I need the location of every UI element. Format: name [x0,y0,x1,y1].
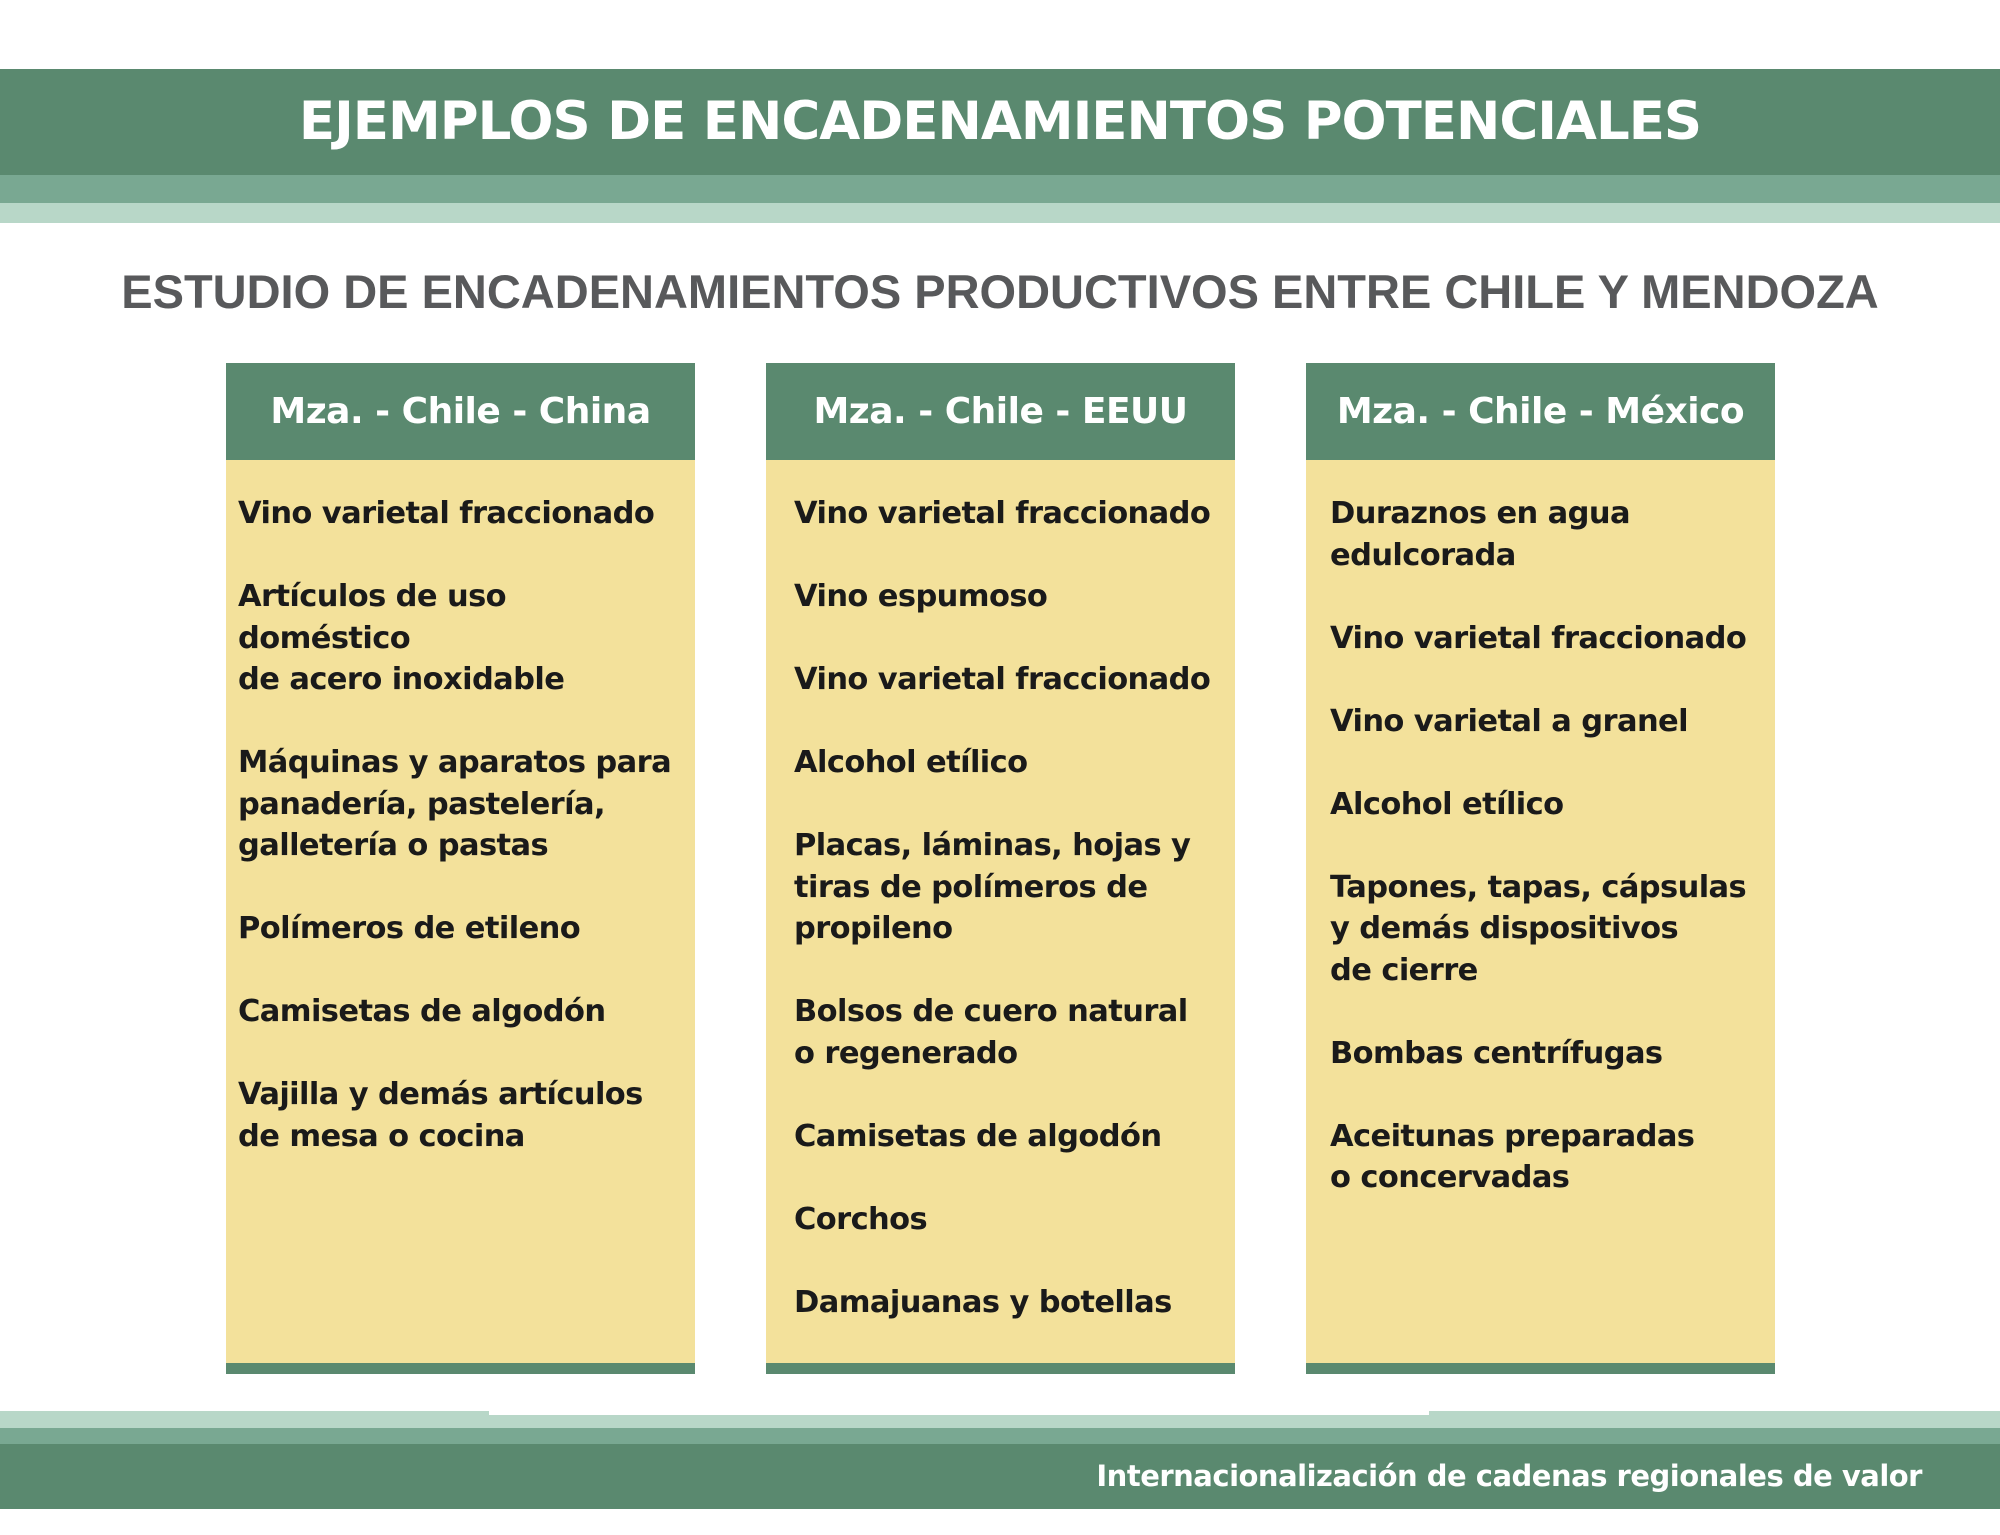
column-china-list [238,493,688,1199]
list-item: Vino varietal fraccionado [238,496,655,531]
column-china-title: Mza. - Chile - China [226,363,695,460]
bottom-stripe-mid [0,1428,2000,1444]
list-item: Artículos de uso doméstico de acero inoxidable [238,579,565,697]
list-item: Duraznos en agua edulcorada [1330,496,1630,573]
footer-text: Internacionalización de cadenas regionales de valor [1096,1459,1922,1493]
column-eeuu [766,363,1235,1374]
footer-banner [0,1444,2000,1509]
list-item: Vino varietal fraccionado [794,496,1211,531]
column-china-bottom-bar [226,1363,695,1374]
list-item: Vino espumoso [794,579,1048,614]
column-eeuu-title: Mza. - Chile - EEUU [766,363,1235,460]
top-stripe-mid [0,175,2000,203]
list-item: Bombas centrífugas [1330,1035,1663,1071]
column-eeuu-list [794,493,1229,1365]
column-mexico-list [1330,493,1770,1240]
bottom-stripe-white [489,1411,1429,1415]
list-item: Tapones, tapas, cápsulas y demás dispositivos de cierre [1330,869,1747,988]
list-item: Placas, láminas, hojas y tiras de polímeros de propileno [794,828,1191,946]
list-item: Polímeros de etileno [238,911,581,946]
list-item: Máquinas y aparatos para panadería, pastelería, galletería o pastas [238,745,672,863]
list-item: Aceitunas preparadas o concervadas [1330,1118,1695,1195]
column-eeuu-bottom-bar [766,1363,1235,1374]
list-item: Alcohol etílico [1330,786,1564,822]
list-item: Damajuanas y botellas [794,1284,1172,1320]
header-banner [0,69,2000,175]
column-mexico-bottom-bar [1306,1363,1775,1374]
column-china [226,363,695,1374]
list-item: Alcohol etílico [794,745,1028,780]
list-item: Vino varietal fraccionado [794,662,1211,697]
list-item: Vajilla y demás artículos de mesa o cocina [238,1077,643,1154]
page-subtitle: ESTUDIO DE ENCADENAMIENTOS PRODUCTIVOS ENTRE CHILE Y MENDOZA [121,265,1879,318]
list-item: Vino varietal a granel [1330,703,1688,739]
list-item: Bolsos de cuero natural o regenerado [794,994,1188,1071]
list-item: Corchos [794,1201,928,1237]
column-mexico [1306,363,1775,1374]
list-item: Camisetas de algodón [794,1118,1162,1154]
list-item: Camisetas de algodón [238,994,606,1029]
column-mexico-title: Mza. - Chile - México [1306,363,1775,460]
page-title: EJEMPLOS DE ENCADENAMIENTOS POTENCIALES [298,91,1702,152]
top-stripe-light [0,203,2000,223]
list-item: Vino varietal fraccionado [1330,620,1747,656]
